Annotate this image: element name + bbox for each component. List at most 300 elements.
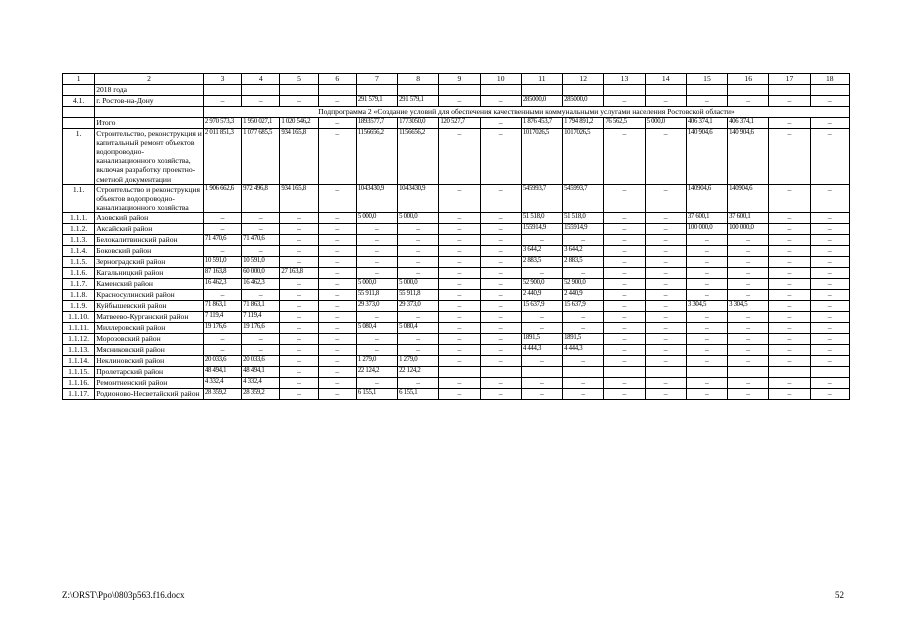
- value-cell: –: [563, 322, 604, 333]
- row-index: 1.1.9.: [63, 300, 95, 311]
- row-name: 2018 года: [95, 85, 204, 96]
- value-cell: [604, 366, 645, 377]
- row-index: 1.1.12.: [63, 333, 95, 344]
- value-cell: –: [604, 311, 645, 322]
- header-cell: 17: [769, 74, 810, 85]
- table-row: [63, 366, 850, 377]
- value-cell: –: [563, 234, 604, 245]
- value-cell: –: [439, 322, 480, 333]
- value-cell: –: [318, 223, 356, 234]
- value-cell: 28 359,2: [203, 388, 241, 399]
- value-cell: –: [769, 129, 810, 185]
- value-cell: [242, 85, 280, 96]
- table-row: [63, 322, 850, 333]
- value-cell: –: [604, 129, 645, 185]
- value-cell: 10 591,0: [242, 256, 280, 267]
- value-cell: 5 000,0: [356, 212, 397, 223]
- value-cell: 71 863,1: [242, 300, 280, 311]
- value-cell: –: [280, 223, 318, 234]
- value-cell: –: [480, 267, 521, 278]
- value-cell: –: [728, 333, 769, 344]
- value-cell: 5 000,0: [398, 212, 439, 223]
- value-cell: –: [439, 184, 480, 212]
- table-row: [63, 234, 850, 245]
- value-cell: –: [810, 184, 849, 212]
- subprogram-title: Подпрограмма 2 «Создание условий для обеспечения качественными коммунальными услугами населения Ростовской области»: [203, 107, 849, 118]
- value-cell: –: [356, 344, 397, 355]
- header-cell: 7: [356, 74, 397, 85]
- value-cell: 291 579,1: [356, 96, 397, 107]
- value-cell: [769, 366, 810, 377]
- value-cell: –: [645, 245, 686, 256]
- value-cell: 55 911,8: [356, 289, 397, 300]
- value-cell: 934 165,8: [280, 184, 318, 212]
- row-name: Куйбышевский район: [95, 300, 204, 311]
- value-cell: –: [203, 96, 241, 107]
- value-cell: –: [203, 289, 241, 300]
- value-cell: –: [356, 311, 397, 322]
- row-name: Итого: [95, 118, 204, 129]
- value-cell: –: [769, 118, 810, 129]
- value-cell: –: [769, 212, 810, 223]
- value-cell: –: [480, 234, 521, 245]
- value-cell: –: [242, 245, 280, 256]
- value-cell: –: [769, 245, 810, 256]
- value-cell: 155914,9: [563, 223, 604, 234]
- value-cell: –: [604, 333, 645, 344]
- value-cell: [521, 85, 562, 96]
- value-cell: –: [521, 234, 562, 245]
- row-index: 1.1.6.: [63, 267, 95, 278]
- value-cell: –: [480, 344, 521, 355]
- value-cell: –: [480, 118, 521, 129]
- value-cell: 48 494,1: [203, 366, 241, 377]
- value-cell: –: [686, 377, 727, 388]
- header-cell: 11: [521, 74, 562, 85]
- value-cell: –: [645, 267, 686, 278]
- value-cell: –: [439, 234, 480, 245]
- value-cell: 1017026,5: [521, 129, 562, 185]
- value-cell: [480, 85, 521, 96]
- value-cell: –: [439, 212, 480, 223]
- value-cell: –: [604, 322, 645, 333]
- value-cell: –: [242, 344, 280, 355]
- value-cell: –: [398, 311, 439, 322]
- table-row: [63, 256, 850, 267]
- value-cell: –: [686, 311, 727, 322]
- value-cell: –: [645, 388, 686, 399]
- row-index: 1.1.14.: [63, 355, 95, 366]
- value-cell: 1043430,9: [398, 184, 439, 212]
- table-row: [63, 289, 850, 300]
- value-cell: [318, 85, 356, 96]
- value-cell: –: [645, 344, 686, 355]
- value-cell: [728, 85, 769, 96]
- value-cell: –: [563, 377, 604, 388]
- value-cell: –: [439, 278, 480, 289]
- value-cell: –: [728, 267, 769, 278]
- value-cell: 100 000,0: [686, 223, 727, 234]
- value-cell: –: [604, 300, 645, 311]
- value-cell: 29 373,0: [398, 300, 439, 311]
- value-cell: –: [521, 377, 562, 388]
- table-row: [63, 184, 850, 212]
- row-name: г. Ростов-на-Дону: [95, 96, 204, 107]
- document-page: [62, 73, 850, 400]
- value-cell: –: [686, 278, 727, 289]
- value-cell: –: [280, 96, 318, 107]
- value-cell: –: [645, 278, 686, 289]
- value-cell: –: [810, 333, 849, 344]
- value-cell: 71 470,6: [203, 234, 241, 245]
- header-cell: 14: [645, 74, 686, 85]
- value-cell: 7 119,4: [242, 311, 280, 322]
- file-path: Z:\ORST\Ppo\0803p563.f16.docx: [62, 590, 185, 600]
- value-cell: –: [686, 355, 727, 366]
- value-cell: 1043430,9: [356, 184, 397, 212]
- value-cell: –: [398, 234, 439, 245]
- value-cell: –: [645, 96, 686, 107]
- value-cell: –: [645, 355, 686, 366]
- value-cell: –: [318, 388, 356, 399]
- value-cell: –: [769, 267, 810, 278]
- header-cell: 1: [63, 74, 95, 85]
- value-cell: 52 900,0: [521, 278, 562, 289]
- value-cell: –: [769, 234, 810, 245]
- value-cell: –: [318, 129, 356, 185]
- value-cell: –: [769, 322, 810, 333]
- table-row: [63, 85, 850, 96]
- row-name: Азовский район: [95, 212, 204, 223]
- row-name: Кагальницкий район: [95, 267, 204, 278]
- value-cell: 1 279,0: [398, 355, 439, 366]
- value-cell: –: [769, 311, 810, 322]
- value-cell: –: [604, 234, 645, 245]
- value-cell: 1 020 546,2: [280, 118, 318, 129]
- value-cell: –: [810, 300, 849, 311]
- value-cell: 285000,0: [521, 96, 562, 107]
- value-cell: –: [318, 212, 356, 223]
- value-cell: –: [686, 322, 727, 333]
- subprogram-spacer: [95, 107, 204, 118]
- value-cell: 20 033,6: [242, 355, 280, 366]
- value-cell: –: [728, 289, 769, 300]
- row-name: Каменский район: [95, 278, 204, 289]
- value-cell: –: [769, 300, 810, 311]
- value-cell: –: [280, 278, 318, 289]
- row-name: Неклиновский район: [95, 355, 204, 366]
- value-cell: –: [439, 245, 480, 256]
- value-cell: –: [356, 377, 397, 388]
- value-cell: –: [439, 344, 480, 355]
- row-name: Мясниковский район: [95, 344, 204, 355]
- value-cell: 71 863,1: [203, 300, 241, 311]
- value-cell: –: [318, 278, 356, 289]
- value-cell: –: [480, 355, 521, 366]
- value-cell: –: [604, 278, 645, 289]
- value-cell: –: [356, 333, 397, 344]
- value-cell: –: [242, 289, 280, 300]
- value-cell: 972 496,8: [242, 184, 280, 212]
- value-cell: 10 591,0: [203, 256, 241, 267]
- value-cell: –: [203, 344, 241, 355]
- value-cell: –: [280, 388, 318, 399]
- table-row: [63, 311, 850, 322]
- value-cell: –: [810, 129, 849, 185]
- value-cell: –: [480, 256, 521, 267]
- value-cell: –: [645, 377, 686, 388]
- value-cell: [810, 366, 849, 377]
- value-cell: –: [318, 184, 356, 212]
- header-cell: 15: [686, 74, 727, 85]
- row-index: 1.1.5.: [63, 256, 95, 267]
- value-cell: –: [521, 355, 562, 366]
- value-cell: 2 440,9: [521, 289, 562, 300]
- value-cell: –: [604, 256, 645, 267]
- value-cell: 48 494,1: [242, 366, 280, 377]
- value-cell: –: [242, 223, 280, 234]
- value-cell: 3 304,5: [686, 300, 727, 311]
- value-cell: 1773050,0: [398, 118, 439, 129]
- row-index: 1.1.3.: [63, 234, 95, 245]
- row-index: 1.1.11.: [63, 322, 95, 333]
- value-cell: –: [604, 344, 645, 355]
- value-cell: [645, 85, 686, 96]
- value-cell: –: [604, 223, 645, 234]
- header-cell: 13: [604, 74, 645, 85]
- row-name: Строительство и реконструкция объектов водопроводно-канализационного хозяйства: [95, 184, 204, 212]
- row-index: 1.1.13.: [63, 344, 95, 355]
- value-cell: –: [356, 245, 397, 256]
- value-cell: –: [439, 289, 480, 300]
- value-cell: –: [769, 256, 810, 267]
- value-cell: –: [480, 96, 521, 107]
- value-cell: –: [203, 245, 241, 256]
- value-cell: –: [810, 289, 849, 300]
- value-cell: –: [810, 256, 849, 267]
- value-cell: –: [645, 234, 686, 245]
- value-cell: [563, 366, 604, 377]
- value-cell: –: [810, 234, 849, 245]
- table-row: [63, 388, 850, 399]
- row-index: 1.1.8.: [63, 289, 95, 300]
- value-cell: –: [280, 366, 318, 377]
- value-cell: 140904,6: [686, 184, 727, 212]
- value-cell: –: [280, 289, 318, 300]
- value-cell: –: [480, 278, 521, 289]
- value-cell: –: [318, 245, 356, 256]
- value-cell: 5 000,0: [645, 118, 686, 129]
- value-cell: [686, 85, 727, 96]
- value-cell: [686, 366, 727, 377]
- value-cell: –: [398, 344, 439, 355]
- value-cell: –: [604, 355, 645, 366]
- value-cell: –: [810, 278, 849, 289]
- value-cell: –: [439, 267, 480, 278]
- value-cell: 2 440,9: [563, 289, 604, 300]
- value-cell: –: [318, 344, 356, 355]
- header-cell: 6: [318, 74, 356, 85]
- value-cell: 7 119,4: [203, 311, 241, 322]
- value-cell: 55 911,8: [398, 289, 439, 300]
- value-cell: 15 637,9: [521, 300, 562, 311]
- value-cell: –: [280, 234, 318, 245]
- value-cell: –: [398, 267, 439, 278]
- value-cell: 52 900,0: [563, 278, 604, 289]
- value-cell: –: [480, 333, 521, 344]
- value-cell: –: [645, 311, 686, 322]
- value-cell: 545993,7: [563, 184, 604, 212]
- value-cell: –: [769, 388, 810, 399]
- row-name: Аксайский район: [95, 223, 204, 234]
- value-cell: 4 332,4: [203, 377, 241, 388]
- value-cell: –: [480, 322, 521, 333]
- value-cell: 285000,0: [563, 96, 604, 107]
- row-name: Строительство, реконструкция и капитальный ремонт объектов водопроводно-канализационного хозяйства, включая разработку проектно-сметной документации: [96, 129, 202, 184]
- value-cell: –: [318, 333, 356, 344]
- row-name: Ремонтненский район: [95, 377, 204, 388]
- row-name: Зерноградский район: [95, 256, 204, 267]
- row-name: Красносулинский район: [95, 289, 204, 300]
- value-cell: –: [439, 355, 480, 366]
- value-cell: –: [686, 234, 727, 245]
- value-cell: 28 359,2: [242, 388, 280, 399]
- value-cell: [728, 366, 769, 377]
- value-cell: –: [686, 344, 727, 355]
- value-cell: 19 176,6: [203, 322, 241, 333]
- value-cell: –: [480, 311, 521, 322]
- table-row: [63, 377, 850, 388]
- value-cell: –: [645, 223, 686, 234]
- value-cell: 6 155,1: [356, 388, 397, 399]
- value-cell: –: [728, 278, 769, 289]
- value-cell: 545993,7: [521, 184, 562, 212]
- page-number: 52: [835, 590, 844, 600]
- value-cell: 29 373,0: [356, 300, 397, 311]
- value-cell: –: [318, 96, 356, 107]
- value-cell: 1156656,2: [398, 129, 439, 185]
- row-name: Пролетарский район: [95, 366, 204, 377]
- value-cell: –: [686, 289, 727, 300]
- value-cell: –: [563, 267, 604, 278]
- value-cell: 1 279,0: [356, 355, 397, 366]
- value-cell: –: [686, 388, 727, 399]
- header-cell: 10: [480, 74, 521, 85]
- value-cell: –: [810, 388, 849, 399]
- value-cell: –: [604, 267, 645, 278]
- value-cell: [398, 85, 439, 96]
- value-cell: –: [810, 212, 849, 223]
- row-index: 1.1.16.: [63, 377, 95, 388]
- value-cell: –: [280, 256, 318, 267]
- value-cell: –: [480, 184, 521, 212]
- value-cell: 1 950 027,1: [242, 118, 280, 129]
- value-cell: –: [810, 96, 849, 107]
- value-cell: 140 904,6: [728, 129, 769, 185]
- value-cell: –: [810, 355, 849, 366]
- value-cell: 2 970 573,3: [203, 118, 241, 129]
- value-cell: –: [728, 355, 769, 366]
- value-cell: –: [318, 355, 356, 366]
- table-row: [63, 245, 850, 256]
- value-cell: –: [318, 311, 356, 322]
- value-cell: 140904,6: [728, 184, 769, 212]
- value-cell: –: [480, 129, 521, 185]
- value-cell: –: [810, 322, 849, 333]
- row-index: 1.1.4.: [63, 245, 95, 256]
- value-cell: –: [604, 212, 645, 223]
- table-row: [63, 96, 850, 107]
- value-cell: –: [203, 333, 241, 344]
- value-cell: –: [439, 377, 480, 388]
- value-cell: –: [645, 289, 686, 300]
- value-cell: –: [769, 278, 810, 289]
- value-cell: –: [439, 223, 480, 234]
- value-cell: 120 527,7: [439, 118, 480, 129]
- value-cell: [604, 85, 645, 96]
- value-cell: –: [439, 129, 480, 185]
- value-cell: 22 124,2: [398, 366, 439, 377]
- value-cell: –: [645, 300, 686, 311]
- value-cell: [810, 85, 849, 96]
- value-cell: –: [769, 96, 810, 107]
- value-cell: 27 163,8: [280, 267, 318, 278]
- value-cell: –: [604, 377, 645, 388]
- value-cell: –: [242, 96, 280, 107]
- value-cell: 5 080,4: [398, 322, 439, 333]
- value-cell: [521, 366, 562, 377]
- value-cell: 3 644,2: [521, 245, 562, 256]
- value-cell: 60 000,0: [242, 267, 280, 278]
- value-cell: –: [728, 96, 769, 107]
- subprogram-row: [63, 107, 850, 118]
- value-cell: –: [480, 289, 521, 300]
- value-cell: 3 644,2: [563, 245, 604, 256]
- value-cell: –: [318, 289, 356, 300]
- value-cell: –: [563, 388, 604, 399]
- value-cell: –: [645, 256, 686, 267]
- table-row: [63, 267, 850, 278]
- value-cell: –: [521, 311, 562, 322]
- value-cell: 5 000,0: [398, 278, 439, 289]
- value-cell: –: [480, 388, 521, 399]
- header-cell: 12: [563, 74, 604, 85]
- value-cell: –: [810, 223, 849, 234]
- value-cell: –: [398, 377, 439, 388]
- value-cell: –: [604, 388, 645, 399]
- value-cell: –: [728, 388, 769, 399]
- value-cell: –: [398, 333, 439, 344]
- value-cell: –: [645, 333, 686, 344]
- value-cell: 1 906 662,6: [203, 184, 241, 212]
- value-cell: 5 000,0: [356, 278, 397, 289]
- value-cell: –: [439, 311, 480, 322]
- header-cell: 4: [242, 74, 280, 85]
- value-cell: –: [356, 223, 397, 234]
- value-cell: –: [521, 267, 562, 278]
- table-row: [63, 223, 850, 234]
- header-cell: 3: [203, 74, 241, 85]
- value-cell: –: [810, 245, 849, 256]
- value-cell: –: [810, 267, 849, 278]
- value-cell: –: [280, 245, 318, 256]
- value-cell: –: [280, 333, 318, 344]
- value-cell: 406 374,1: [686, 118, 727, 129]
- value-cell: –: [318, 377, 356, 388]
- value-cell: 5 080,4: [356, 322, 397, 333]
- value-cell: 1 876 453,7: [521, 118, 562, 129]
- value-cell: –: [439, 300, 480, 311]
